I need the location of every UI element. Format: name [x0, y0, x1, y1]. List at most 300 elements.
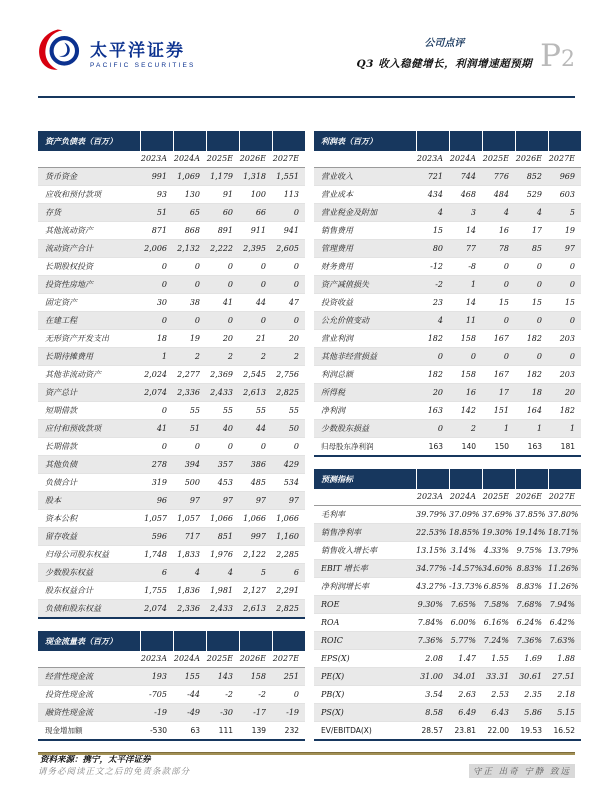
cell-value: 6 — [140, 564, 173, 582]
table-row — [38, 456, 305, 474]
row-label: 投资性房地产 — [38, 276, 140, 294]
cell-value: 17 — [515, 222, 548, 240]
year-header: 2024A — [173, 151, 206, 168]
cell-value: 18.71% — [548, 524, 581, 542]
cell-value: 20 — [272, 330, 305, 348]
table-row — [314, 348, 581, 366]
cell-value: -17 — [239, 704, 272, 722]
cell-value: 19.14% — [515, 524, 548, 542]
table-row — [38, 704, 305, 722]
cell-value: 0 — [515, 312, 548, 330]
cell-value: 34.77% — [416, 560, 449, 578]
cell-value: 1,160 — [272, 528, 305, 546]
row-label: 短期借款 — [38, 402, 140, 420]
table-row — [38, 384, 305, 402]
cell-value: -2 — [206, 686, 239, 704]
cell-value: 2.35 — [515, 686, 548, 704]
cell-value: 44 — [239, 294, 272, 312]
table-row — [38, 222, 305, 240]
cell-value: 1 — [140, 348, 173, 366]
cell-value: 2,613 — [239, 600, 272, 619]
cell-value: 851 — [206, 528, 239, 546]
cell-value: 22.53% — [416, 524, 449, 542]
cell-value: 0 — [173, 276, 206, 294]
cell-value: 97 — [548, 240, 581, 258]
cell-value: -30 — [206, 704, 239, 722]
row-label: 其他非流动资产 — [38, 366, 140, 384]
cell-value: 0 — [239, 258, 272, 276]
cell-value: 1,755 — [140, 582, 173, 600]
title-separator-cell — [140, 631, 173, 651]
cell-value: 43.27% — [416, 578, 449, 596]
cell-value: 0 — [173, 438, 206, 456]
cell-value: 2,122 — [239, 546, 272, 564]
cell-value: 2,756 — [272, 366, 305, 384]
cell-value: 19.53 — [515, 722, 548, 741]
cell-value: 22.00 — [482, 722, 515, 741]
cell-value: 16 — [449, 384, 482, 402]
cell-value: 139 — [239, 722, 272, 741]
table-row — [314, 596, 581, 614]
table-row — [38, 492, 305, 510]
cell-value: 0 — [206, 276, 239, 294]
cell-value: 14 — [449, 294, 482, 312]
cell-value: 20 — [548, 384, 581, 402]
cell-value: 1 — [548, 420, 581, 438]
cell-value: 77 — [449, 240, 482, 258]
table-row — [38, 686, 305, 704]
table-title: 利润表（百万） — [314, 131, 416, 151]
row-label: 负债合计 — [38, 474, 140, 492]
table-row — [314, 330, 581, 348]
row-label: 其他流动资产 — [38, 222, 140, 240]
cell-value: 18.85% — [449, 524, 482, 542]
cell-value: 7.84% — [416, 614, 449, 632]
cell-value: 50 — [272, 420, 305, 438]
cell-value: 2,613 — [239, 384, 272, 402]
cell-value: 868 — [173, 222, 206, 240]
cell-value: 3 — [449, 204, 482, 222]
cell-value: 1,976 — [206, 546, 239, 564]
cell-value: 13.79% — [548, 542, 581, 560]
logo-mark-icon — [38, 28, 84, 76]
row-label: 应收和预付款项 — [38, 186, 140, 204]
cell-value: 394 — [173, 456, 206, 474]
cell-value: 852 — [515, 168, 548, 186]
cell-value: 2,074 — [140, 384, 173, 402]
cell-value: 142 — [449, 402, 482, 420]
cell-value: -44 — [173, 686, 206, 704]
cell-value: 7.36% — [515, 632, 548, 650]
year-header: 2024A — [173, 651, 206, 668]
row-label: EBIT 增长率 — [314, 560, 416, 578]
title-separator-cell — [206, 631, 239, 651]
cell-value: 19.30% — [482, 524, 515, 542]
year-header: 2024A — [449, 489, 482, 506]
table-title-row — [314, 469, 581, 489]
row-label: ROA — [314, 614, 416, 632]
table-title: 预测指标 — [314, 469, 416, 489]
years-header-row — [38, 151, 305, 168]
income-statement-table — [314, 131, 581, 457]
title-separator-cell — [482, 469, 515, 489]
row-label: 归母股东净利润 — [314, 438, 416, 457]
cell-value: 21 — [239, 330, 272, 348]
cell-value: 37.69% — [482, 506, 515, 524]
title-separator-cell — [449, 131, 482, 151]
row-label: 资产总计 — [38, 384, 140, 402]
cell-value: 2,605 — [272, 240, 305, 258]
years-header-row — [314, 151, 581, 168]
cell-value: 0 — [482, 276, 515, 294]
cell-value: 2 — [272, 348, 305, 366]
pacific-securities-logo — [38, 28, 196, 76]
cell-value: 1 — [482, 420, 515, 438]
cell-value: 8.83% — [515, 578, 548, 596]
cell-value: 319 — [140, 474, 173, 492]
cell-value: 1,179 — [206, 168, 239, 186]
cell-value: 8.83% — [515, 560, 548, 578]
cell-value: 0 — [272, 258, 305, 276]
row-label: 在建工程 — [38, 312, 140, 330]
cell-value: 47 — [272, 294, 305, 312]
year-header: 2027E — [272, 651, 305, 668]
title-separator-cell — [140, 131, 173, 151]
cell-value: 0 — [416, 348, 449, 366]
cell-value: 0 — [140, 258, 173, 276]
cell-value: 4 — [416, 312, 449, 330]
cell-value: 20 — [416, 384, 449, 402]
cell-value: 2,336 — [173, 384, 206, 402]
cell-value: 93 — [140, 186, 173, 204]
cell-value: 2,285 — [272, 546, 305, 564]
table-row — [38, 168, 305, 186]
cell-value: 31.00 — [416, 668, 449, 686]
cell-value: 2.53 — [482, 686, 515, 704]
cell-value: 0 — [239, 276, 272, 294]
cell-value: 34.01 — [449, 668, 482, 686]
cell-value: 6.49 — [449, 704, 482, 722]
title-separator-cell — [239, 631, 272, 651]
cell-value: 33.31 — [482, 668, 515, 686]
cell-value: 30.61 — [515, 668, 548, 686]
cell-value: 51 — [173, 420, 206, 438]
title-separator-cell — [272, 131, 305, 151]
row-label: PB(X) — [314, 686, 416, 704]
header-right — [356, 34, 575, 75]
table-row — [314, 686, 581, 704]
cell-value: 7.65% — [449, 596, 482, 614]
logo-text — [90, 36, 196, 69]
cell-value: 1,551 — [272, 168, 305, 186]
cell-value: 15 — [548, 294, 581, 312]
cell-value: 941 — [272, 222, 305, 240]
cell-value: 0 — [515, 276, 548, 294]
table-row — [314, 668, 581, 686]
table-row — [38, 438, 305, 456]
cell-value: 2,369 — [206, 366, 239, 384]
tables-area — [38, 131, 579, 765]
year-header: 2023A — [416, 489, 449, 506]
row-label: 投资性现金流 — [38, 686, 140, 704]
cell-value: 0 — [173, 312, 206, 330]
cell-value: 37.85% — [515, 506, 548, 524]
table-row — [314, 294, 581, 312]
cell-value: 0 — [548, 312, 581, 330]
table-row — [38, 276, 305, 294]
cell-value: 15 — [416, 222, 449, 240]
year-header: 2025E — [206, 651, 239, 668]
cell-value: 871 — [140, 222, 173, 240]
cell-value: 5.86 — [515, 704, 548, 722]
cell-value: 485 — [239, 474, 272, 492]
cell-value: 2,825 — [272, 600, 305, 619]
row-label: 少数股东损益 — [314, 420, 416, 438]
cell-value: -12 — [416, 258, 449, 276]
cell-value: 2,433 — [206, 384, 239, 402]
title-separator-cell — [416, 131, 449, 151]
cell-value: 603 — [548, 186, 581, 204]
cell-value: 0 — [140, 276, 173, 294]
title-separator-cell — [482, 131, 515, 151]
cell-value: 1,057 — [140, 510, 173, 528]
title-separator-cell — [548, 131, 581, 151]
header-divider — [38, 96, 575, 98]
table-row — [38, 366, 305, 384]
year-header: 2025E — [206, 151, 239, 168]
cell-value: 0 — [482, 258, 515, 276]
cell-value: 37.80% — [548, 506, 581, 524]
cell-value: 0 — [206, 312, 239, 330]
table-row — [38, 204, 305, 222]
cell-value: 28.57 — [416, 722, 449, 741]
year-header: 2023A — [140, 651, 173, 668]
cell-value: 111 — [206, 722, 239, 741]
cell-value: 468 — [449, 186, 482, 204]
row-label: 其他非经营损益 — [314, 348, 416, 366]
cell-value: 0 — [140, 438, 173, 456]
row-label: 固定资产 — [38, 294, 140, 312]
year-header: 2027E — [548, 489, 581, 506]
cell-value: 203 — [548, 330, 581, 348]
cell-value: 6.24% — [515, 614, 548, 632]
table-row — [314, 384, 581, 402]
row-label: 留存收益 — [38, 528, 140, 546]
cell-value: 97 — [239, 492, 272, 510]
table-row — [314, 650, 581, 668]
cell-value: 2,433 — [206, 600, 239, 619]
cell-value: 0 — [272, 276, 305, 294]
cell-value: 85 — [515, 240, 548, 258]
cell-value: 6.43 — [482, 704, 515, 722]
year-header: 2025E — [482, 151, 515, 168]
table-row — [38, 240, 305, 258]
cell-value: 1,981 — [206, 582, 239, 600]
cell-value: 0 — [239, 438, 272, 456]
title-separator-cell — [239, 131, 272, 151]
table-row — [314, 632, 581, 650]
cell-value: 55 — [239, 402, 272, 420]
cell-value: 0 — [206, 438, 239, 456]
cell-value: 7.94% — [548, 596, 581, 614]
company-motto: 守正 出奇 宁静 致远 — [469, 764, 575, 778]
cell-value: 484 — [482, 186, 515, 204]
cell-value: 0 — [416, 420, 449, 438]
report-category: 公司点评 — [424, 38, 465, 49]
cell-value: 182 — [515, 330, 548, 348]
cell-value: 0 — [515, 258, 548, 276]
cell-value: 7.36% — [416, 632, 449, 650]
cell-value: 1,833 — [173, 546, 206, 564]
cell-value: 37.09% — [449, 506, 482, 524]
row-label: 资本公积 — [38, 510, 140, 528]
cell-value: 4 — [173, 564, 206, 582]
row-label: 长期待摊费用 — [38, 348, 140, 366]
cell-value: 44 — [239, 420, 272, 438]
cell-value: 0 — [548, 348, 581, 366]
cell-value: 11.26% — [548, 578, 581, 596]
cell-value: 9.75% — [515, 542, 548, 560]
row-label: ROE — [314, 596, 416, 614]
cell-value: 969 — [548, 168, 581, 186]
table-row — [38, 402, 305, 420]
cell-value: 2,395 — [239, 240, 272, 258]
cell-value: 39.79% — [416, 506, 449, 524]
row-label: 融资性现金流 — [38, 704, 140, 722]
year-header: 2025E — [482, 489, 515, 506]
row-label: 销售费用 — [314, 222, 416, 240]
table-row — [38, 348, 305, 366]
table-row — [38, 420, 305, 438]
row-label: 长期借款 — [38, 438, 140, 456]
balance-sheet-table — [38, 131, 305, 619]
cell-value: 18 — [140, 330, 173, 348]
cell-value: 9.30% — [416, 596, 449, 614]
cell-value: 2,006 — [140, 240, 173, 258]
table-row — [38, 668, 305, 686]
cell-value: 0 — [140, 312, 173, 330]
row-label: 投资收益 — [314, 294, 416, 312]
cell-value: 55 — [206, 402, 239, 420]
cell-value: 1,057 — [173, 510, 206, 528]
cell-value: 16 — [482, 222, 515, 240]
title-separator-cell — [449, 469, 482, 489]
table-row — [314, 186, 581, 204]
table-row — [38, 528, 305, 546]
row-label: 归母公司股东权益 — [38, 546, 140, 564]
cell-value: 2,825 — [272, 384, 305, 402]
cell-value: 534 — [272, 474, 305, 492]
cell-value: 1,069 — [173, 168, 206, 186]
table-row — [38, 258, 305, 276]
cell-value: 4 — [416, 204, 449, 222]
cell-value: 163 — [416, 438, 449, 457]
cell-value: 60 — [206, 204, 239, 222]
table-row — [314, 542, 581, 560]
cell-value: 130 — [173, 186, 206, 204]
cell-value: 997 — [239, 528, 272, 546]
cell-value: 41 — [206, 294, 239, 312]
right-column — [314, 131, 581, 765]
cell-value: 891 — [206, 222, 239, 240]
table-title-row — [38, 631, 305, 651]
table-row — [314, 560, 581, 578]
cell-value: 0 — [449, 348, 482, 366]
cell-value: 20 — [206, 330, 239, 348]
cell-value: -14.57% — [449, 560, 482, 578]
title-separator-cell — [416, 469, 449, 489]
cell-value: 2 — [173, 348, 206, 366]
cell-value: 1 — [449, 276, 482, 294]
cell-value: -530 — [140, 722, 173, 741]
table-row — [314, 168, 581, 186]
cell-value: -2 — [416, 276, 449, 294]
cell-value: 19 — [548, 222, 581, 240]
cell-value: 386 — [239, 456, 272, 474]
title-separator-cell — [173, 131, 206, 151]
cell-value: 6 — [272, 564, 305, 582]
row-label: 资产减值损失 — [314, 276, 416, 294]
cell-value: 23 — [416, 294, 449, 312]
year-header: 2027E — [272, 151, 305, 168]
row-label: 净利润增长率 — [314, 578, 416, 596]
cell-value: 1.88 — [548, 650, 581, 668]
cell-value: 113 — [272, 186, 305, 204]
table-title: 资产负债表（百万） — [38, 131, 140, 151]
year-header: 2026E — [239, 651, 272, 668]
cell-value: 0 — [173, 258, 206, 276]
row-label: 股本 — [38, 492, 140, 510]
years-header-row — [314, 489, 581, 506]
table-row — [314, 222, 581, 240]
cell-value: 91 — [206, 186, 239, 204]
cell-value: 1,066 — [206, 510, 239, 528]
cell-value: 3.54 — [416, 686, 449, 704]
cell-value: 182 — [416, 330, 449, 348]
cell-value: 232 — [272, 722, 305, 741]
cell-value: 19 — [173, 330, 206, 348]
table-row — [314, 578, 581, 596]
year-header: 2023A — [416, 151, 449, 168]
cell-value: 6.16% — [482, 614, 515, 632]
table-row — [38, 600, 305, 619]
cell-value: -19 — [272, 704, 305, 722]
title-separator-cell — [272, 631, 305, 651]
cell-value: 78 — [482, 240, 515, 258]
year-header: 2026E — [515, 151, 548, 168]
cell-value: -19 — [140, 704, 173, 722]
row-label: 应付和预收款项 — [38, 420, 140, 438]
table-row — [314, 722, 581, 741]
years-header-row — [38, 651, 305, 668]
table-row — [38, 186, 305, 204]
cell-value: 2,291 — [272, 582, 305, 600]
cell-value: 6.00% — [449, 614, 482, 632]
cell-value: 5 — [548, 204, 581, 222]
cell-value: 155 — [173, 668, 206, 686]
cell-value: 357 — [206, 456, 239, 474]
cell-value: 4 — [206, 564, 239, 582]
table-row — [314, 420, 581, 438]
cell-value: 97 — [272, 492, 305, 510]
cell-value: 63 — [173, 722, 206, 741]
year-header: 2026E — [239, 151, 272, 168]
cell-value: 140 — [449, 438, 482, 457]
cell-value: 7.58% — [482, 596, 515, 614]
cell-value: 158 — [239, 668, 272, 686]
page-number-letter: P — [540, 38, 561, 75]
cell-value: 7.63% — [548, 632, 581, 650]
